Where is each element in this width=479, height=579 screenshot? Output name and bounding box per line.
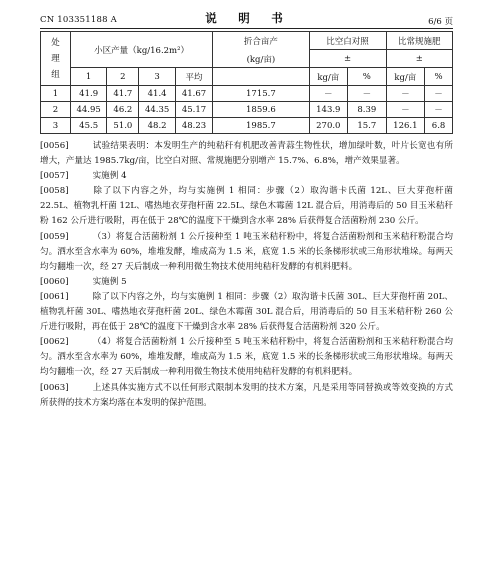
sub-header: kg/亩: [386, 68, 425, 86]
paragraph: [0061] 除了以下内容之外，均与实施例 1 相同：步骤（2）取沟谐卡氏菌 30L、巨大芽孢杆菌 20L、植物乳杆菌 30L、嗜热地衣芽孢杆菌 20L、绿色木霉菌 30L 混合后，用消毒后的 50 目玉米秸秆粉 260 公斤进行吸附，再在低于 28℃的温度下干燥到含水率 28% 后获得复合活菌粉剂 320 公斤。: [40, 291, 453, 333]
sub-header: kg/亩: [309, 68, 348, 86]
document-body: [40, 139, 453, 411]
plot-yield-header: 小区产量（kg/16.2m²）: [70, 32, 212, 68]
paragraph: [0058] 除了以下内容之外，均与实施例 1 相同：步骤（2）取沟谐卡氏菌 12L、巨大芽孢杆菌 22.5L、植物乳杆菌 12L、嗜热地衣芽孢杆菌 22.5L、绿色木霉菌 12L 混合后，用消毒后的 50 目玉米秸秆粉 162 公斤进行吸附，再在低于 28℃的温度下干燥到含水率 28% 后获得复合活菌粉剂 230 公斤。: [40, 186, 453, 227]
sub-header: 3: [139, 68, 175, 86]
header-rule: [40, 28, 453, 29]
sub-header: [213, 68, 309, 86]
sub-header: 平均: [175, 68, 212, 86]
paragraph: [0062] （4）将复合活菌粉剂 1 公斤接种至 5 吨玉米秸秆粉中，将复合活菌粉剂和玉米秸秆粉混合均匀。洒水至含水率为 60%，堆堆发酵，堆成高为 1.5 米，底宽 1.5 米的长条梯形状或三角形状堆垛。每两天均匀翻堆一次，经 27 天后制成一种利用微生物技术使用纯秸秆发酵的有机料肥料。: [40, 337, 453, 378]
vs-regular-pm: ±: [386, 50, 452, 68]
table-row: 3 45.5 51.0 48.2 48.23 1985.7 270.0 15.7 126.1 6.8: [41, 118, 453, 134]
results-table: [40, 31, 453, 134]
vs-regular-header: 比常规施肥: [386, 32, 452, 50]
mu-yield-header: 折合亩产 (kg/亩): [213, 32, 309, 68]
paragraph: [0057] 实施例 4: [40, 171, 127, 182]
sub-header: %: [348, 68, 387, 86]
paragraph: [0063] 上述具体实施方式不以任何形式限制本发明的技术方案，凡是采用等同替换或等效变换的方式所获得的技术方案均落在本发明的保护范围。: [40, 382, 453, 408]
sub-header: 2: [107, 68, 139, 86]
patent-number: CN 103351188 A: [40, 15, 117, 25]
document-title: 说 明 书: [205, 11, 288, 25]
sub-header: %: [425, 68, 453, 86]
table-row: 2 44.95 46.2 44.35 45.17 1859.6 143.9 8.39 － －: [41, 102, 453, 118]
page-number: 6/6 页: [428, 17, 453, 27]
paragraph: [0056] 试验结果表明：本发明生产的纯秸秆有机肥改善青蒜生物性状，增加绿叶数，叶片长宽也有所增大，产量达 1985.7kg/亩，比空白对照、常规施肥分别增产 15.7%、6.8%，增产效果显著。: [40, 141, 453, 167]
sub-header: 1: [70, 68, 106, 86]
vs-blank-header: 比空白对照: [309, 32, 386, 50]
paragraph: [0059] （3）将复合活菌粉剂 1 公斤接种至 1 吨玉米秸秆粉中，将复合活菌粉剂和玉米秸秆粉混合均匀。洒水至含水率为 60%，堆堆发酵，堆成高为 1.5 米，底宽 1.5 米的长条梯形状或三角形状堆垛。每两天均匀翻堆一次，经 27 天后制成一种利用微生物技术使用纯秸秆发酵的有机料肥料。: [40, 231, 453, 272]
paragraph: [0060] 实施例 5: [40, 276, 127, 287]
processing-group-header: 处 理 组: [41, 32, 71, 86]
page-header: [40, 6, 453, 30]
vs-blank-pm: ±: [309, 50, 386, 68]
table-row: 1 41.9 41.7 41.4 41.67 1715.7 － － － －: [41, 86, 453, 102]
